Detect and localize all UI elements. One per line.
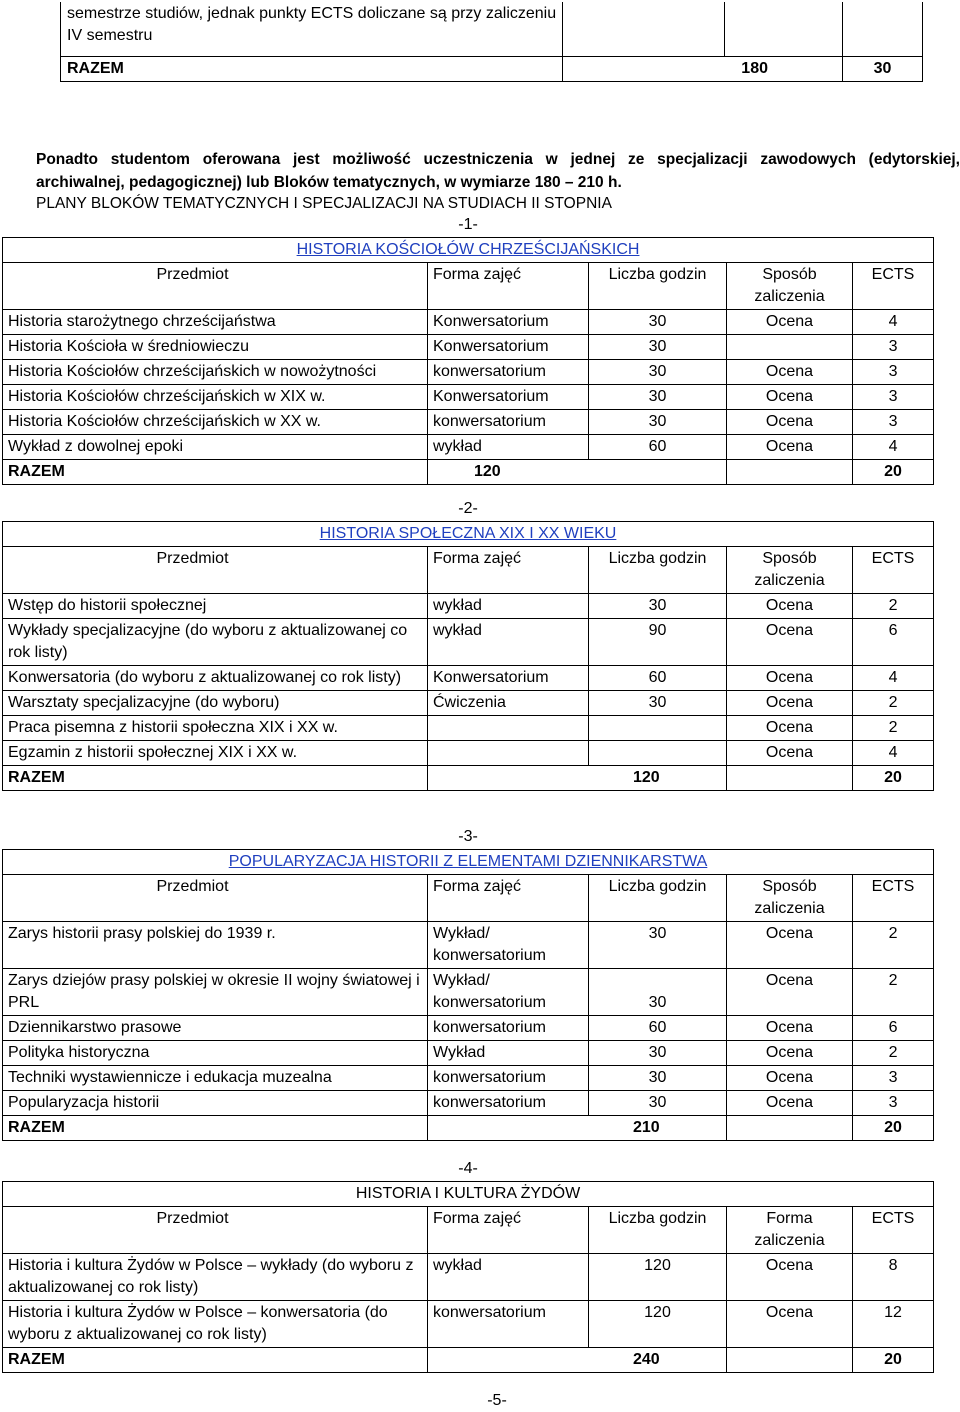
table-row: Warsztaty specjalizacyjne (do wyboru) Ćwiczenia 30 Ocena 2 bbox=[3, 691, 934, 716]
table-row: Historia Kościołów chrześcijańskich w XX w. konwersatorium 30 Ocena 3 bbox=[3, 410, 934, 435]
block-title[interactable]: HISTORIA SPOŁECZNA XIX I XX WIEKU bbox=[319, 525, 617, 542]
header-hours: Liczba godzin bbox=[589, 263, 727, 310]
block-number: -1- bbox=[3, 213, 934, 238]
table-row: Techniki wystawiennicze i edukacja muzealna konwersatorium 30 Ocena 3 bbox=[3, 1066, 934, 1091]
header-method: Sposób zaliczenia bbox=[727, 263, 853, 310]
block-title: HISTORIA I KULTURA ŻYDÓW bbox=[3, 1182, 934, 1207]
header-subject: Przedmiot bbox=[3, 263, 428, 310]
table-header-row: Przedmiot Forma zajęć Liczba godzin Sposób zaliczenia ECTS bbox=[3, 875, 934, 922]
table-row: Konwersatoria (do wyboru z aktualizowanej co rok listy) Konwersatorium 60 Ocena 4 bbox=[3, 666, 934, 691]
table-row: Historia i kultura Żydów w Polsce – wykłady (do wyboru z aktualizowanej co rok listy) wykład 120 Ocena 8 bbox=[3, 1254, 934, 1301]
top-total-hours: 180 bbox=[563, 56, 843, 81]
continuation-line-1: semestrze studiów, jednak punkty ECTS doliczane są przy zaliczeniu bbox=[67, 5, 557, 22]
block-number: -2- bbox=[3, 497, 934, 522]
table-row: Polityka historyczna Wykład 30 Ocena 2 bbox=[3, 1041, 934, 1066]
total-row: RAZEM 210 20 bbox=[3, 1116, 934, 1141]
table-header-row bbox=[3, 263, 934, 310]
plans-heading: PLANY BLOKÓW TEMATYCZNYCH I SPECJALIZACJI NA STUDIACH II STOPNIA bbox=[36, 195, 612, 212]
top-total-label: RAZEM bbox=[61, 56, 563, 81]
header-form: Forma zajęć bbox=[428, 263, 589, 310]
block-number: -4- bbox=[3, 1157, 934, 1182]
block-number: -3- bbox=[3, 825, 934, 850]
top-table bbox=[60, 2, 923, 82]
table-row: Popularyzacja historii konwersatorium 30 Ocena 3 bbox=[3, 1091, 934, 1116]
table-row: Historia Kościołów chrześcijańskich w XIX w. Konwersatorium 30 Ocena 3 bbox=[3, 385, 934, 410]
total-row: RAZEM 120 20 bbox=[3, 766, 934, 791]
table-row: Dziennikarstwo prasowe konwersatorium 60 Ocena 6 bbox=[3, 1016, 934, 1041]
next-block-number: -5- bbox=[487, 1392, 507, 1409]
top-total-row bbox=[61, 56, 923, 81]
table-row: Praca pisemna z historii społeczna XIX i XX w. Ocena 2 bbox=[3, 716, 934, 741]
continuation-cell bbox=[61, 2, 563, 56]
table-row: Zarys historii prasy polskiej do 1939 r. Wykład/ konwersatorium 30 Ocena 2 bbox=[3, 922, 934, 969]
total-row: RAZEM 120 20 bbox=[3, 460, 934, 485]
table-row: Historia Kościołów chrześcijańskich w nowożytności konwersatorium 30 Ocena 3 bbox=[3, 360, 934, 385]
top-total-ects: 30 bbox=[843, 56, 923, 81]
table-row: Egzamin z historii społecznej XIX i XX w. Ocena 4 bbox=[3, 741, 934, 766]
block-title[interactable]: HISTORIA KOŚCIOŁÓW CHRZEŚCIJAŃSKICH bbox=[296, 241, 640, 258]
total-row: RAZEM 240 20 bbox=[3, 1348, 934, 1373]
table-row: Historia i kultura Żydów w Polsce – konwersatoria (do wyboru z aktualizowanej co rok listy) konwersatorium 120 Ocena 12 bbox=[3, 1301, 934, 1348]
table-row: Zarys dziejów prasy polskiej w okresie II wojny światowej i PRL Wykład/ konwersatorium 30 Ocena 2 bbox=[3, 969, 934, 1016]
table-row: Wykład z dowolnej epoki wykład 60 Ocena 4 bbox=[3, 435, 934, 460]
continuation-line-2: IV semestru bbox=[67, 27, 153, 44]
table-row: Historia Kościoła w średniowieczu Konwersatorium 30 3 bbox=[3, 335, 934, 360]
table-header-row: Przedmiot Forma zajęć Liczba godzin Sposób zaliczenia ECTS bbox=[3, 547, 934, 594]
table-header-row: Przedmiot Forma zajęć Liczba godzin Forma zaliczenia ECTS bbox=[3, 1207, 934, 1254]
block-3 bbox=[2, 825, 934, 1141]
block-title[interactable]: POPULARYZACJA HISTORII Z ELEMENTAMI DZIENNIKARSTWA bbox=[228, 853, 708, 870]
table-row: Historia starożytnego chrześcijaństwa Konwersatorium 30 Ocena 4 bbox=[3, 310, 934, 335]
block-4 bbox=[2, 1157, 934, 1373]
block-2 bbox=[2, 497, 934, 791]
block-1 bbox=[2, 213, 934, 485]
header-ects: ECTS bbox=[853, 263, 934, 310]
table-row: Wykłady specjalizacyjne (do wyboru z aktualizowanej co rok listy) wykład 90 Ocena 6 bbox=[3, 619, 934, 666]
table-row: Wstęp do historii społecznej wykład 30 Ocena 2 bbox=[3, 594, 934, 619]
note-paragraph: Ponadto studentom oferowana jest możliwość uczestniczenia w jednej ze specjalizacji zawodowych (edytorskiej, archiwalnej, pedagogicznej) lub Bloków tematycznych, w wymiarze 180 – 210 h. bbox=[36, 151, 960, 191]
